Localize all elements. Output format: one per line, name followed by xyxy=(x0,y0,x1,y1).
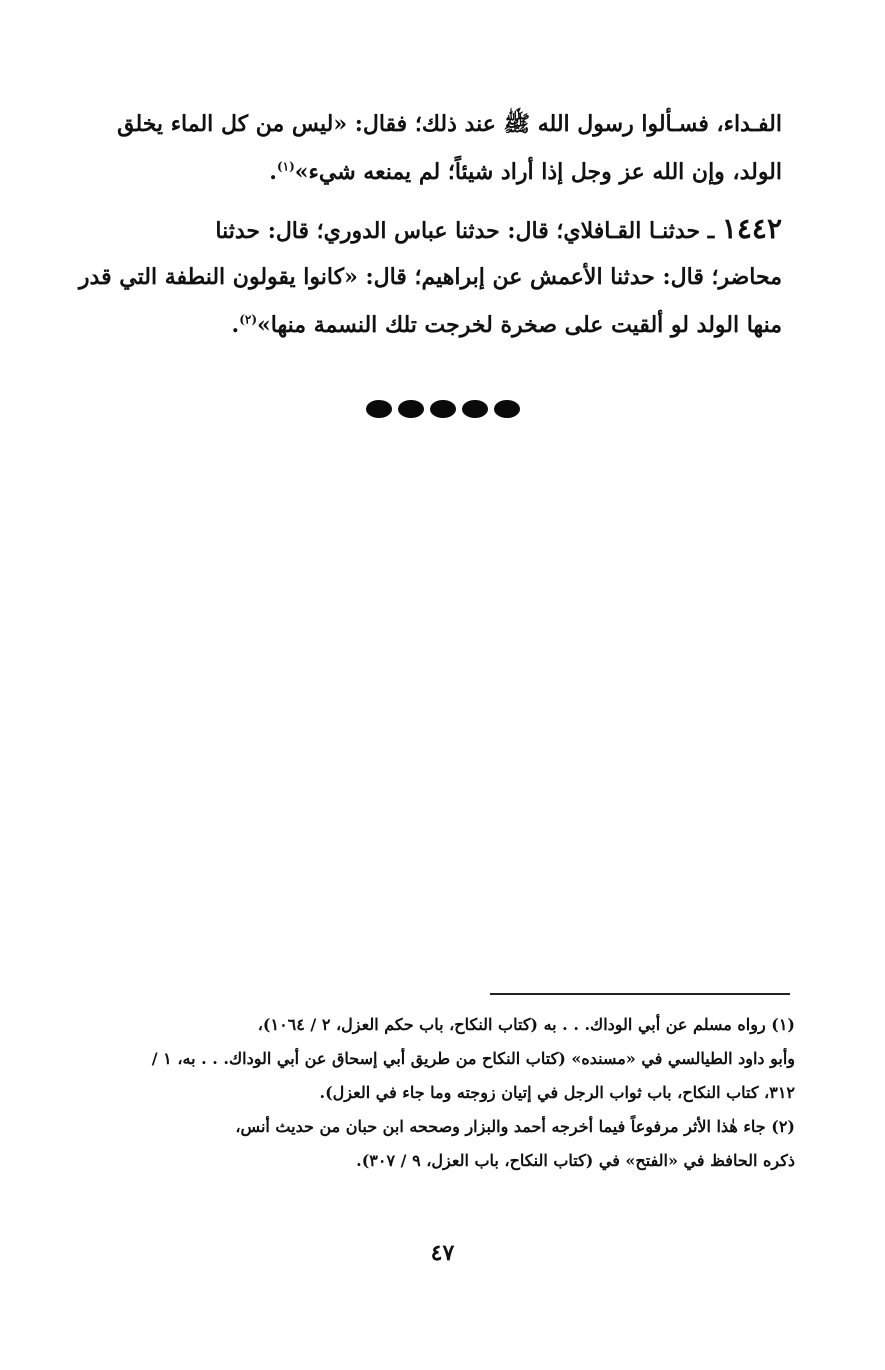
footnote-line: ٣١٢، كتاب النكاح، باب ثواب الرجل في إتيان زوجته وما جاء في العزل). xyxy=(319,1083,795,1102)
section-separator xyxy=(0,400,885,422)
separator-dot xyxy=(366,400,392,418)
separator-dot xyxy=(494,400,520,418)
text-segment: منها الولد لو ألقيت على صخرة لخرجت تلك النسمة منها» xyxy=(257,312,782,338)
footnote-line: وأبو داود الطيالسي في «مسنده» (كتاب النكاح من طريق أبي إسحاق عن أبي الوداك. . . به، ١ / xyxy=(151,1049,795,1068)
page-number: ٤٧ xyxy=(430,1240,455,1266)
footnote-line: ذكره الحافظ في «الفتح» في (كتاب النكاح، باب العزل، ٩ / ٣٠٧). xyxy=(356,1151,795,1170)
text-segment: ـ حدثنـا القـافلاي؛ قال: حدثنا عباس الدوري؛ قال: حدثنا xyxy=(215,218,715,244)
text-line xyxy=(55,301,782,349)
separator-dot xyxy=(462,400,488,418)
footnote-line: (٢) جاء هٰذا الأثر مرفوعاً فيما أخرجه أحمد والبزار وصححه ابن حبان من حديث أنس، xyxy=(235,1117,795,1136)
paragraph-continuation xyxy=(55,100,782,196)
hadith-number: ١٤٤٢ xyxy=(721,212,782,245)
separator-dot xyxy=(398,400,424,418)
text-line: الفـداء، فسـألوا رسول الله ﷺ عند ذلك؛ فقال: «ليس من كل الماء يخلق xyxy=(117,111,782,137)
punctuation: . xyxy=(269,159,277,185)
text-segment: الولد، وإن الله عز وجل إذا أراد شيئاً؛ لم يمنعه شيء» xyxy=(294,159,782,185)
hadith-paragraph xyxy=(55,205,782,349)
footnote-reference[interactable]: (١) xyxy=(276,159,295,174)
footnote-reference[interactable]: (٢) xyxy=(239,312,258,327)
text-line xyxy=(55,205,782,253)
footnote-line: (١) رواه مسلم عن أبي الوداك. . . به (كتاب النكاح، باب حكم العزل، ٢ / ١٠٦٤)، xyxy=(257,1015,795,1034)
footnote-divider xyxy=(490,993,790,995)
separator-dot xyxy=(430,400,456,418)
text-line: محاضر؛ قال: حدثنا الأعمش عن إبراهيم؛ قال: «كانوا يقولون النطفة التي قدر xyxy=(78,264,782,290)
text-line xyxy=(55,148,782,196)
footnotes-section xyxy=(55,1008,795,1178)
punctuation: . xyxy=(231,312,240,338)
